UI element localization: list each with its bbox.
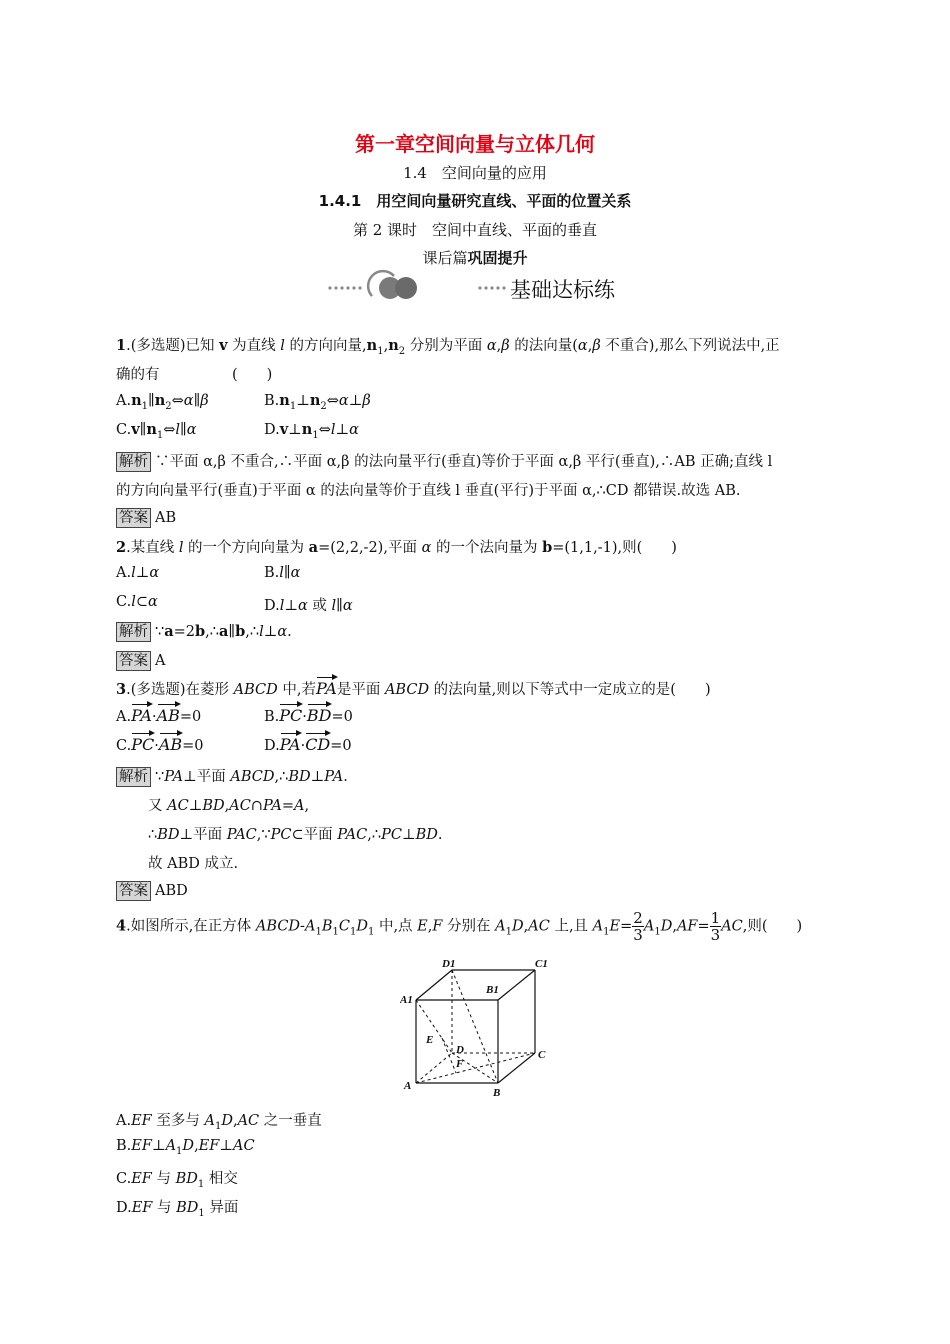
q3-options-cd	[116, 735, 836, 754]
q4-stem: 4.如图所示,在正方体 ABCD-$A_1B_1C_1D_1$ 中,点 E,F 分别在 $A_1D,AC$ 上,且 $A_1E=$ $\frac{2}{3}$ $A_1D,AF=$ $\frac{1}{3}$ AC,则( )	[116, 909, 803, 944]
q1-options-cd	[116, 421, 836, 441]
subsection-heading: 1.4.1 用空间向量研究直线、平面的位置关系	[318, 192, 632, 210]
q2-options-cd	[116, 594, 836, 614]
q4-option-d: D.EF 与 $BD_1$ 异面	[116, 1200, 239, 1219]
q3-analysis-line3: ∴BD⊥平面 PAC,∵PC⊂平面 PAC,∴PC⊥BD.	[148, 827, 443, 843]
fraction-2-3: $\frac{2}{3}$	[633, 909, 643, 944]
q1-option-b: $B.n_1\perp n_2\Leftrightarrow\alpha\perp\beta$	[264, 392, 371, 412]
answer-label: 答案	[116, 651, 151, 671]
label-e: E	[426, 1034, 434, 1046]
analysis-label: 解析	[116, 767, 151, 787]
analysis-label: 解析	[116, 452, 151, 472]
label-d: D	[456, 1044, 464, 1056]
chapter-title: 第一章空间向量与立体几何	[355, 132, 595, 156]
q1-option-c: $C.v\parallel n_1\Leftrightarrow l\parallel\alpha$	[116, 421, 197, 441]
q2-options-ab	[116, 565, 836, 581]
q1-analysis-line2: 的方向向量平行(垂直)于平面 α 的法向量等价于直线 l 垂直(平行)于平面 α,∴CD 都错误.故选 AB.	[116, 483, 741, 499]
lesson-heading: 第 2 课时 空间中直线、平面的垂直	[352, 221, 598, 239]
q3-options-ab	[116, 706, 836, 725]
label-a1: A1	[400, 994, 413, 1006]
q4-option-a: A.EF 至多与 $A_1D,AC$ 之一垂直	[116, 1113, 322, 1132]
q3-option-a: A.PA·AB=0	[116, 706, 202, 725]
q2-analysis: 解析 ∵a=2b,∴a∥b,∴l⊥α.	[116, 622, 836, 642]
q1-stem-line2: 确的有 ( )	[116, 367, 273, 383]
q2-option-b: B.l∥α	[264, 565, 301, 581]
q3-analysis-line4: 故 ABD 成立.	[148, 856, 239, 872]
q2-stem: 2.某直线 l 的一个方向向量为 a=(2,2,-2),平面 α 的一个法向量为 b=(1,1,-1),则( )	[116, 539, 677, 556]
section-heading: 1.4 空间向量的应用	[403, 164, 547, 182]
banner	[320, 268, 640, 308]
q1-analysis-line1: 解析 ∵平面 α,β 不重合,∴平面 α,β 的法向量平行(垂直)等价于平面 α,β 平行(垂直),∴AB 正确;直线 l	[116, 450, 836, 472]
q2-option-d: D.l⊥α 或 l∥α	[264, 598, 353, 614]
q2-option-a: A.l⊥α	[116, 565, 160, 581]
q1-answer: 答案 AB	[116, 508, 836, 528]
label-b: B	[493, 1087, 501, 1099]
label-d1: D1	[442, 958, 456, 970]
q2-answer: 答案 A	[116, 651, 836, 671]
analysis-label: 解析	[116, 622, 151, 642]
practice-heading	[0, 247, 950, 268]
label-b1: B1	[486, 984, 499, 996]
vector-pa: PA	[315, 679, 337, 698]
q3-analysis-line2: 又 AC⊥BD,AC∩PA=A,	[148, 798, 310, 814]
q3-analysis-line1: 解析 ∵PA⊥平面 ABCD,∴BD⊥PA.	[116, 765, 836, 787]
fraction-1-3: $\frac{1}{3}$	[710, 909, 721, 944]
label-a: A	[404, 1080, 412, 1092]
q3-stem: 3.(多选题)在菱形 ABCD 中,若PA是平面 ABCD 的法向量,则以下等式中一定成立的是( )	[116, 679, 711, 698]
q1-stem-line1: 1.(多选题)已知 v 为直线 l 的方向向量$,n_1,n_2$ 分别为平面 α,β 的法向量(α,β 不重合),那么下列说法中,正	[116, 337, 780, 357]
label-c1: C1	[535, 958, 548, 970]
q3-option-b: B.PC·BD=0	[264, 706, 353, 725]
answer-label: 答案	[116, 881, 151, 901]
cube-figure	[400, 955, 560, 1100]
q1-options-ab	[116, 392, 836, 412]
banner-decoration-icon	[320, 268, 510, 308]
practice-prefix: 课后篇	[422, 249, 468, 267]
q3-option-c: C.PC·AB=0	[116, 735, 204, 754]
q3-option-d: D.PA·CD=0	[264, 735, 352, 754]
label-c: C	[538, 1049, 546, 1061]
banner-label: 基础达标练	[510, 278, 615, 302]
answer-label: 答案	[116, 508, 151, 528]
q1-option-d: $D.v\perp n_1\Leftrightarrow l\perp\alpha$	[264, 421, 359, 441]
q3-answer: 答案 ABD	[116, 881, 836, 901]
q2-option-c: C.l⊂α	[116, 594, 158, 610]
q1-option-a: $A.n_1\parallel n_2\Leftrightarrow\alpha\parallel\beta$	[116, 392, 209, 412]
q4-option-c: C.EF 与 $BD_1$ 相交	[116, 1171, 238, 1190]
q4-option-b: $B.EF\perp A_1D,EF\perp AC$	[116, 1138, 255, 1157]
practice-bold: 巩固提升	[467, 249, 528, 267]
label-f: F	[456, 1058, 464, 1070]
